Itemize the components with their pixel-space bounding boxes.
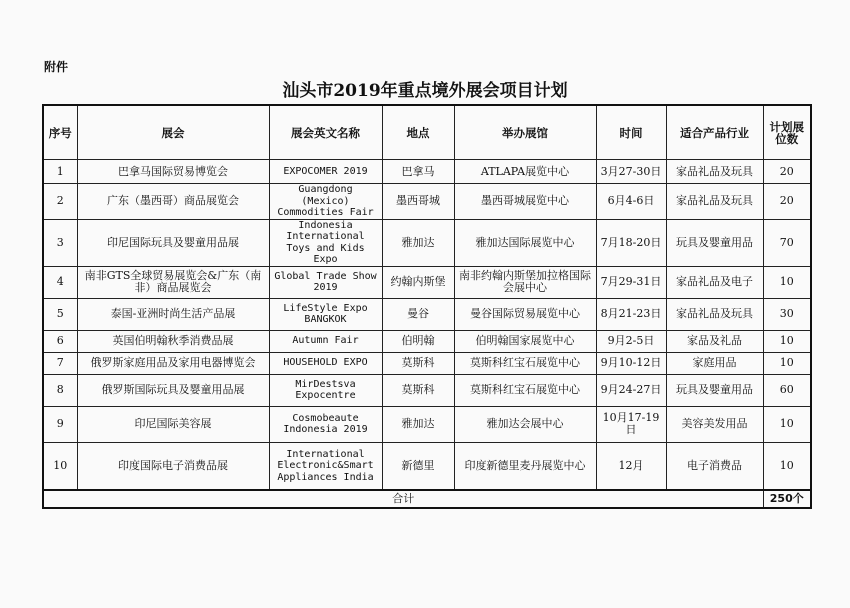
total-value: 250个 xyxy=(763,490,811,508)
cell-venue: 墨西哥城展览中心 xyxy=(454,184,596,220)
table-row xyxy=(43,406,811,442)
cell-english-name: Global Trade Show 2019 xyxy=(269,266,382,298)
total-row xyxy=(43,490,811,508)
cell-time: 3月27-30日 xyxy=(596,160,666,184)
cell-booths: 10 xyxy=(763,442,811,490)
table-row xyxy=(43,266,811,298)
cell-name: 英国伯明翰秋季消费品展 xyxy=(77,330,269,352)
cell-time: 7月18-20日 xyxy=(596,219,666,266)
cell-time: 7月29-31日 xyxy=(596,266,666,298)
cell-industry: 家品礼品及玩具 xyxy=(666,184,763,220)
cell-no: 9 xyxy=(43,406,77,442)
table-row xyxy=(43,184,811,220)
table-row xyxy=(43,374,811,406)
cell-time: 9月24-27日 xyxy=(596,374,666,406)
cell-industry: 美容美发用品 xyxy=(666,406,763,442)
cell-time: 9月2-5日 xyxy=(596,330,666,352)
cell-venue: 雅加达会展中心 xyxy=(454,406,596,442)
cell-english-name: EXPOCOMER 2019 xyxy=(269,160,382,184)
table-row xyxy=(43,330,811,352)
cell-name: 俄罗斯家庭用品及家用电器博览会 xyxy=(77,352,269,374)
cell-name: 南非GTS全球贸易展览会&广东（南非）商品展览会 xyxy=(77,266,269,298)
cell-place: 莫斯科 xyxy=(382,374,454,406)
cell-no: 8 xyxy=(43,374,77,406)
cell-english-name: LifeStyle Expo BANGKOK xyxy=(269,298,382,330)
cell-place: 巴拿马 xyxy=(382,160,454,184)
cell-name: 广东（墨西哥）商品展览会 xyxy=(77,184,269,220)
cell-booths: 10 xyxy=(763,330,811,352)
col-header-venue: 举办展馆 xyxy=(454,105,596,160)
cell-name: 印度国际电子消费品展 xyxy=(77,442,269,490)
cell-industry: 玩具及婴童用品 xyxy=(666,219,763,266)
cell-name: 俄罗斯国际玩具及婴童用品展 xyxy=(77,374,269,406)
cell-booths: 20 xyxy=(763,160,811,184)
cell-place: 伯明翰 xyxy=(382,330,454,352)
col-header-time: 时间 xyxy=(596,105,666,160)
cell-industry: 家品礼品及电子 xyxy=(666,266,763,298)
cell-no: 5 xyxy=(43,298,77,330)
cell-booths: 20 xyxy=(763,184,811,220)
cell-industry: 家品及礼品 xyxy=(666,330,763,352)
cell-no: 4 xyxy=(43,266,77,298)
cell-english-name: MirDestsva Expocentre xyxy=(269,374,382,406)
cell-place: 曼谷 xyxy=(382,298,454,330)
cell-industry: 家品礼品及玩具 xyxy=(666,160,763,184)
cell-english-name: HOUSEHOLD EXPO xyxy=(269,352,382,374)
cell-industry: 家庭用品 xyxy=(666,352,763,374)
cell-place: 雅加达 xyxy=(382,219,454,266)
page-title: 汕头市2019年重点境外展会项目计划 xyxy=(282,81,568,101)
cell-english-name: Cosmobeaute Indonesia 2019 xyxy=(269,406,382,442)
cell-english-name: International Electronic&Smart Appliances India xyxy=(269,442,382,490)
table-header-row xyxy=(43,105,811,160)
attachment-label: 附件 xyxy=(44,60,69,74)
cell-industry: 家品礼品及玩具 xyxy=(666,298,763,330)
cell-place: 墨西哥城 xyxy=(382,184,454,220)
cell-no: 10 xyxy=(43,442,77,490)
table-row xyxy=(43,160,811,184)
cell-booths: 30 xyxy=(763,298,811,330)
cell-venue: 伯明翰国家展览中心 xyxy=(454,330,596,352)
cell-booths: 70 xyxy=(763,219,811,266)
cell-industry: 玩具及婴童用品 xyxy=(666,374,763,406)
col-header-place: 地点 xyxy=(382,105,454,160)
exhibition-plan-table xyxy=(42,104,812,509)
cell-name: 巴拿马国际贸易博览会 xyxy=(77,160,269,184)
cell-name: 印尼国际美容展 xyxy=(77,406,269,442)
col-header-booths: 计划展位数 xyxy=(763,105,811,160)
cell-time: 6月4-6日 xyxy=(596,184,666,220)
cell-venue: 南非约翰内斯堡加拉格国际会展中心 xyxy=(454,266,596,298)
col-header-name: 展会 xyxy=(77,105,269,160)
cell-place: 莫斯科 xyxy=(382,352,454,374)
col-header-english-name: 展会英文名称 xyxy=(269,105,382,160)
cell-booths: 10 xyxy=(763,352,811,374)
cell-booths: 10 xyxy=(763,406,811,442)
cell-time: 9月10-12日 xyxy=(596,352,666,374)
cell-venue: 曼谷国际贸易展览中心 xyxy=(454,298,596,330)
cell-booths: 60 xyxy=(763,374,811,406)
total-label: 合计 xyxy=(43,490,763,508)
table-row xyxy=(43,352,811,374)
cell-industry: 电子消费品 xyxy=(666,442,763,490)
table-row xyxy=(43,442,811,490)
cell-english-name: Indonesia International Toys and Kids Expo xyxy=(269,219,382,266)
cell-venue: 莫斯科红宝石展览中心 xyxy=(454,374,596,406)
cell-english-name: Guangdong (Mexico) Commodities Fair xyxy=(269,184,382,220)
cell-no: 1 xyxy=(43,160,77,184)
table-row xyxy=(43,298,811,330)
cell-time: 8月21-23日 xyxy=(596,298,666,330)
col-header-industry: 适合产品行业 xyxy=(666,105,763,160)
cell-venue: 雅加达国际展览中心 xyxy=(454,219,596,266)
cell-place: 新德里 xyxy=(382,442,454,490)
cell-time: 12月 xyxy=(596,442,666,490)
cell-booths: 10 xyxy=(763,266,811,298)
cell-place: 约翰内斯堡 xyxy=(382,266,454,298)
cell-english-name: Autumn Fair xyxy=(269,330,382,352)
cell-no: 2 xyxy=(43,184,77,220)
cell-venue: ATLAPA展览中心 xyxy=(454,160,596,184)
cell-name: 泰国-亚洲时尚生活产品展 xyxy=(77,298,269,330)
cell-venue: 莫斯科红宝石展览中心 xyxy=(454,352,596,374)
cell-name: 印尼国际玩具及婴童用品展 xyxy=(77,219,269,266)
table-row xyxy=(43,219,811,266)
cell-no: 7 xyxy=(43,352,77,374)
col-header-no: 序号 xyxy=(43,105,77,160)
cell-venue: 印度新德里麦丹展览中心 xyxy=(454,442,596,490)
cell-no: 3 xyxy=(43,219,77,266)
cell-no: 6 xyxy=(43,330,77,352)
cell-time: 10月17-19日 xyxy=(596,406,666,442)
cell-place: 雅加达 xyxy=(382,406,454,442)
